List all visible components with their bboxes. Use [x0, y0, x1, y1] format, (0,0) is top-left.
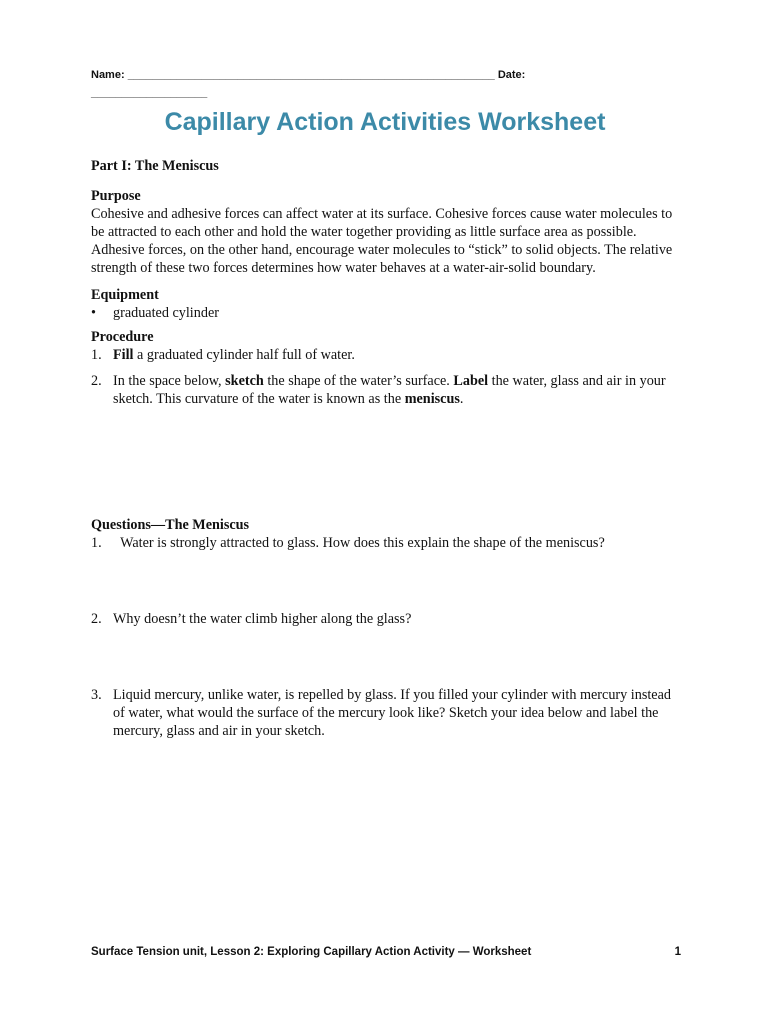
part-heading: Part I: The Meniscus	[91, 158, 219, 174]
step-text: In the space below,	[113, 373, 226, 389]
questions-heading: Questions—The Meniscus	[91, 517, 250, 533]
name-blank[interactable]: ____________________________________________________________	[127, 69, 495, 81]
bullet-icon: •	[91, 305, 96, 321]
procedure-step	[91, 346, 683, 364]
procedure-step	[91, 372, 683, 408]
step-number: 2.	[91, 373, 102, 389]
list-item	[91, 304, 683, 322]
question-number: 2.	[91, 611, 102, 627]
procedure-heading: Procedure	[91, 329, 154, 345]
purpose-heading: Purpose	[91, 188, 141, 204]
purpose-text: Cohesive and adhesive forces can affect water at its surface. Cohesive forces cause water molecules to be attracted to each other and hold the water together providing as little surface area as possible. Adhesive forces, on the other hand, encourage water molecules to “stick” to solid objects. The relative strength of these two forces determines how water behaves at a water-air-solid boundary.	[91, 206, 673, 276]
question-item	[91, 610, 683, 628]
equipment-heading: Equipment	[91, 287, 159, 303]
footer-text: Surface Tension unit, Lesson 2: Exploring Capillary Action Activity — Worksheet	[91, 946, 532, 958]
step-text: .	[459, 391, 464, 407]
step-keyword: Label	[453, 373, 489, 389]
procedure-list	[91, 346, 683, 408]
question-text: Water is strongly attracted to glass. How does this explain the shape of the meniscus?	[113, 535, 605, 551]
question-item	[91, 686, 683, 740]
name-date-header	[91, 66, 691, 102]
page-title: Capillary Action Activities Worksheet	[164, 108, 606, 136]
question-number: 3.	[91, 687, 102, 703]
step-number: 1.	[91, 347, 102, 363]
step-text: a graduated cylinder half full of water.	[133, 347, 355, 363]
question-item	[91, 534, 683, 552]
questions-list	[91, 534, 683, 740]
sketch-area[interactable]	[91, 416, 683, 516]
question-text: Liquid mercury, unlike water, is repelled by glass. If you filled your cylinder with mercury instead of water, what would the surface of the mercury look like? Sketch your idea below and label the mercury, glass and air in your sketch.	[113, 687, 671, 739]
date-label: Date:	[497, 69, 526, 81]
date-blank[interactable]: ___________________	[91, 87, 208, 99]
step-text: the water, glass and air in your sketch. This curvature of the water is known as the	[113, 373, 666, 407]
answer-space[interactable]	[91, 636, 683, 678]
answer-space[interactable]	[91, 560, 683, 602]
step-text: the shape of the water’s surface.	[263, 373, 454, 389]
page-number: 1	[674, 946, 681, 958]
page-footer	[91, 944, 681, 960]
step-keyword: sketch	[225, 373, 264, 389]
step-keyword: Fill	[113, 347, 134, 363]
equipment-list	[91, 304, 683, 322]
worksheet-body	[91, 157, 683, 748]
step-keyword: meniscus	[404, 391, 460, 407]
equipment-item-label: graduated cylinder	[113, 305, 219, 321]
name-label: Name:	[91, 69, 125, 81]
question-text: Why doesn’t the water climb higher along the glass?	[113, 611, 412, 627]
question-number: 1.	[91, 535, 102, 551]
